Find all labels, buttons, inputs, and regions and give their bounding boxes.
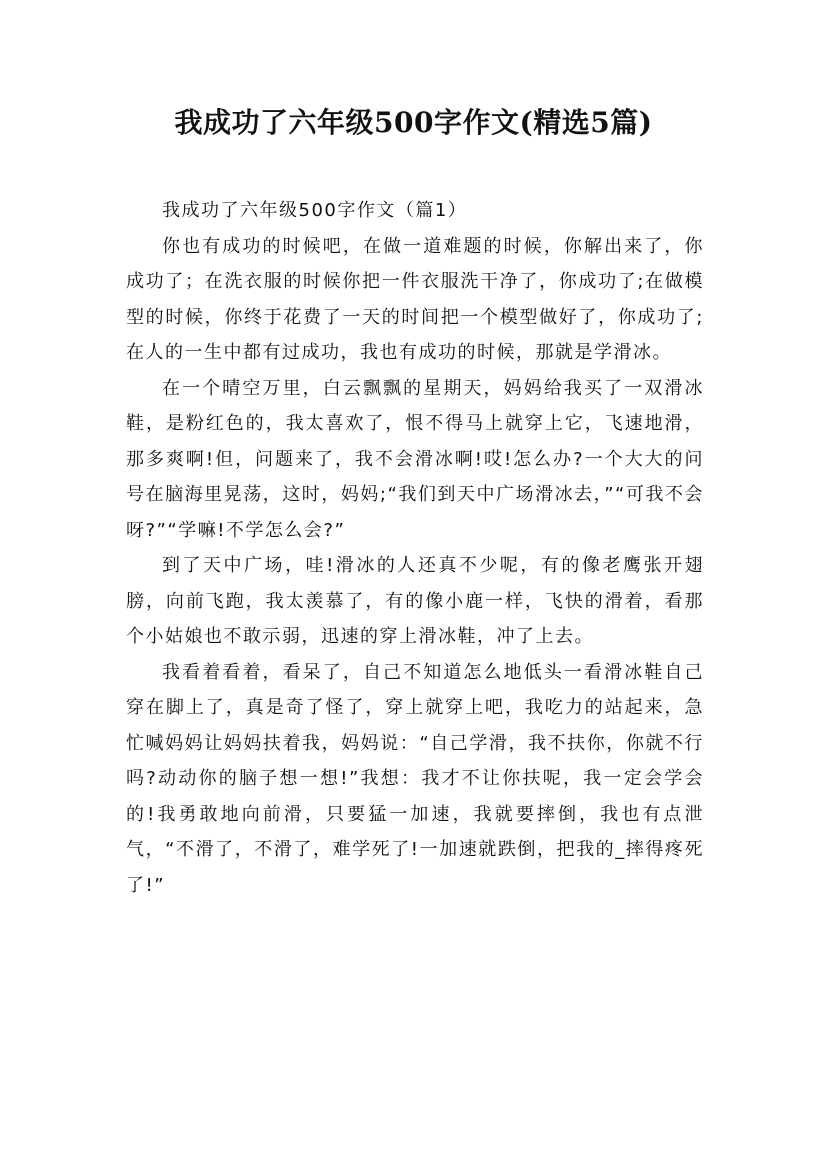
- paragraph-2: 在一个晴空万里，白云飘飘的星期天，妈妈给我买了一双滑冰鞋，是粉红色的，我太喜欢了，恨不得马上就穿上它，飞速地滑，那多爽啊!但，问题来了，我不会滑冰啊!哎!怎么办?一个大大的问号在脑海里晃荡，这时，妈妈;“我们到天中广场滑冰去，”“可我不会呀?”“学嘛!不学怎么会?”: [126, 377, 704, 541]
- paragraph-3: 到了天中广场，哇!滑冰的人还真不少呢，有的像老鹰张开翅膀，向前飞跑，我太羡慕了，有的像小鹿一样，飞快的滑着，看那个小姑娘也不敢示弱，迅速的穿上滑冰鞋，冲了上去。: [126, 555, 704, 647]
- document-body: [126, 193, 704, 903]
- section-heading: 我成功了六年级500字作文（篇1）: [162, 200, 468, 221]
- paragraph-4: 我看着看着，看呆了，自己不知道怎么地低头一看滑冰鞋自己穿在脚上了，真是奇了怪了，穿上就穿上吧，我吃力的站起来，急忙喊妈妈让妈妈扶着我，妈妈说：“自己学滑，我不扶你，你就不行吗?动动你的脑子想一想!”我想：我才不让你扶呢，我一定会学会的!我勇敢地向前滑，只要猛一加速，我就要摔倒，我也有点泄气，“不滑了，不滑了，难学死了!一加速就跌倒，把我的_摔得疼死了!”: [126, 661, 704, 896]
- document-title: 我成功了六年级500字作文(精选5篇): [174, 106, 653, 139]
- paragraph-1: 你也有成功的时候吧，在做一道难题的时候，你解出来了，你成功了；在洗衣服的时候你把一件衣服洗干净了，你成功了;在做模型的时候，你终于花费了一天的时间把一个模型做好了，你成功了;在人的一生中都有过成功，我也有成功的时候，那就是学滑冰。: [126, 235, 704, 363]
